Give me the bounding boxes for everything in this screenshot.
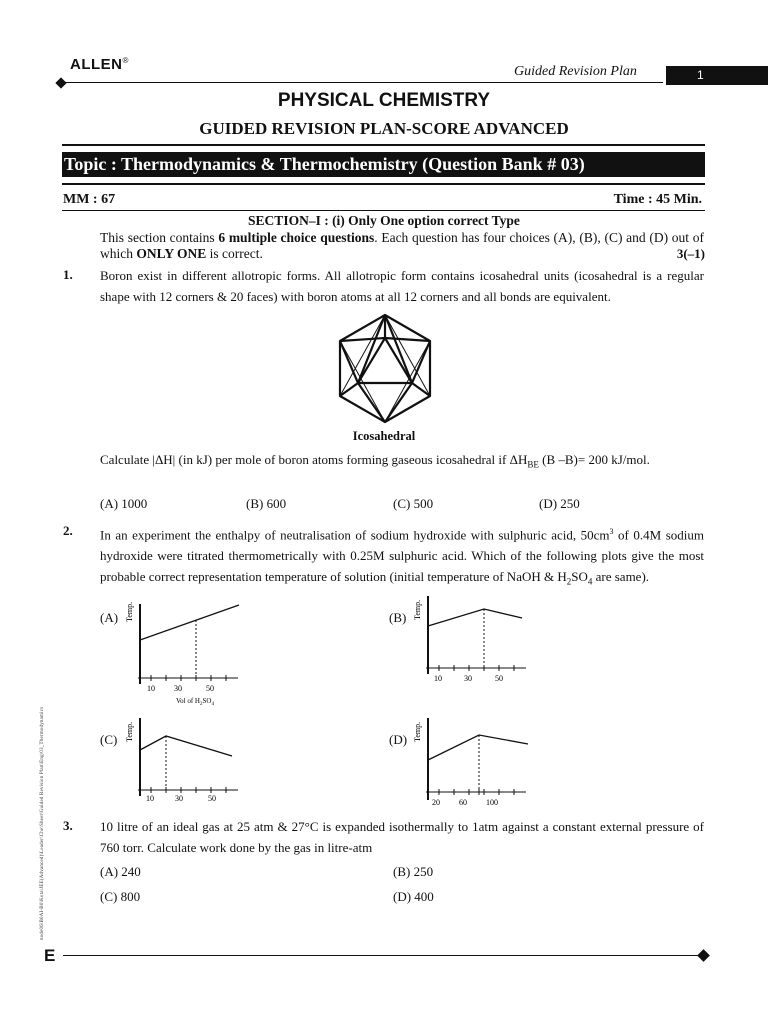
option-c: (C) 500 (393, 496, 434, 511)
tick-label: 50 (495, 674, 503, 683)
question-calculation: Calculate |ΔH| (in kJ) per mole of boron atoms forming gaseous icosahedral if $\Delta H_{BE}$ (B –B)= 200 kJ/mol. (100, 452, 650, 470)
option-d: (D) 400 (393, 889, 434, 904)
tick-label: 30 (175, 794, 183, 803)
graph-a-label: (A) (100, 610, 119, 625)
section-description: This section contains 6 multiple choice questions. Each question has four choices (A), (B), (C) and (D) out of which ONLY ONE is correct. (100, 230, 705, 261)
graph-b-ylabel: Temp. (413, 599, 422, 620)
graph-a-ylabel: Temp. (125, 601, 134, 622)
figure-label: Icosahedral (352, 429, 416, 443)
page-number: 1 (666, 66, 768, 85)
option-a: (A) 240 (100, 864, 141, 879)
footer-diamond (697, 949, 710, 962)
option-d: (D) 250 (539, 496, 580, 511)
option-b: (B) 600 (246, 496, 287, 511)
option-c: (C) 800 (100, 889, 141, 904)
rule (62, 144, 705, 146)
question-text: Boron exist in different allotropic forms. All allotropic form contains icosahedral units (icosahedral is a regular shape with 12 corners & 20 faces) with boron atoms at all 12 corners and all bonds are equivalent. (100, 268, 704, 304)
tick-label: 10 (146, 794, 154, 803)
tick-label: 60 (459, 798, 467, 807)
side-file-path: node06\B0AI-B0\Kota\JEE(Advanced)\Leader\Che\Sheet\Guided Revision Plan\Eng\03_Thermodynamics (40, 706, 45, 940)
option-b: (B) 250 (393, 864, 434, 879)
tick-label: 100 (486, 798, 498, 807)
icosahedron-figure (334, 312, 436, 426)
marking-scheme: 3(–1) (676, 246, 705, 261)
tick-label: 20 (432, 798, 440, 807)
header-title: Guided Revision Plan (514, 64, 637, 79)
graph-c-label: (C) (100, 732, 118, 747)
footer-rule (63, 955, 703, 956)
graph-d-ylabel: Temp. (413, 721, 422, 742)
graph-c (122, 714, 252, 808)
question-number: 3. (63, 818, 73, 833)
header-diamond (55, 77, 66, 88)
tick-label: 10 (434, 674, 442, 683)
question-text: In an experiment the enthalpy of neutralisation of sodium hydroxide with sulphuric acid, $50cm^3$ of 0.4M sodium hydroxide were titrated thermometrically with 0.25M sulphuric acid. Which of the following plots give the most probable correct representation temperature of solution (initial temperature of NaOH & $H_2SO_4$ are same). (100, 527, 704, 587)
question-text: 10 litre of an ideal gas at 25 atm & 27°C is expanded isothermally to 1atm against a constant external pressure of 760 torr. Calculate work done by the gas in litre-atm (100, 819, 704, 855)
question-number: 1. (63, 267, 73, 282)
rule (62, 183, 705, 185)
tick-label: 50 (208, 794, 216, 803)
allen-logo: ALLEN® (70, 56, 129, 73)
question-number: 2. (63, 523, 73, 538)
topic-bar: Topic : Thermodynamics & Thermochemistry (Question Bank # 03) (62, 152, 705, 177)
tick-label: 50 (206, 684, 214, 693)
tick-label: 30 (174, 684, 182, 693)
graph-c-ylabel: Temp. (125, 721, 134, 742)
graph-d-label: (D) (389, 732, 408, 747)
graph-b-label: (B) (389, 610, 407, 625)
rule (62, 210, 705, 211)
option-a: (A) 1000 (100, 496, 148, 511)
section-title: SECTION–I : (i) Only One option correct Type (248, 213, 520, 228)
max-marks: MM : 67 (63, 192, 116, 207)
tick-label: 30 (464, 674, 472, 683)
graph-a-xlabel: Vol of $H_2SO_4$ (176, 697, 214, 707)
graph-b (410, 592, 540, 688)
tick-label: 10 (147, 684, 155, 693)
time-limit: Time : 45 Min. (613, 192, 702, 207)
header-rule (63, 82, 663, 83)
subject-title: PHYSICAL CHEMISTRY (277, 90, 491, 111)
graph-a (122, 600, 252, 710)
footer-letter: E (44, 946, 56, 965)
graph-d (410, 714, 540, 810)
plan-title: GUIDED REVISION PLAN-SCORE ADVANCED (199, 119, 569, 138)
